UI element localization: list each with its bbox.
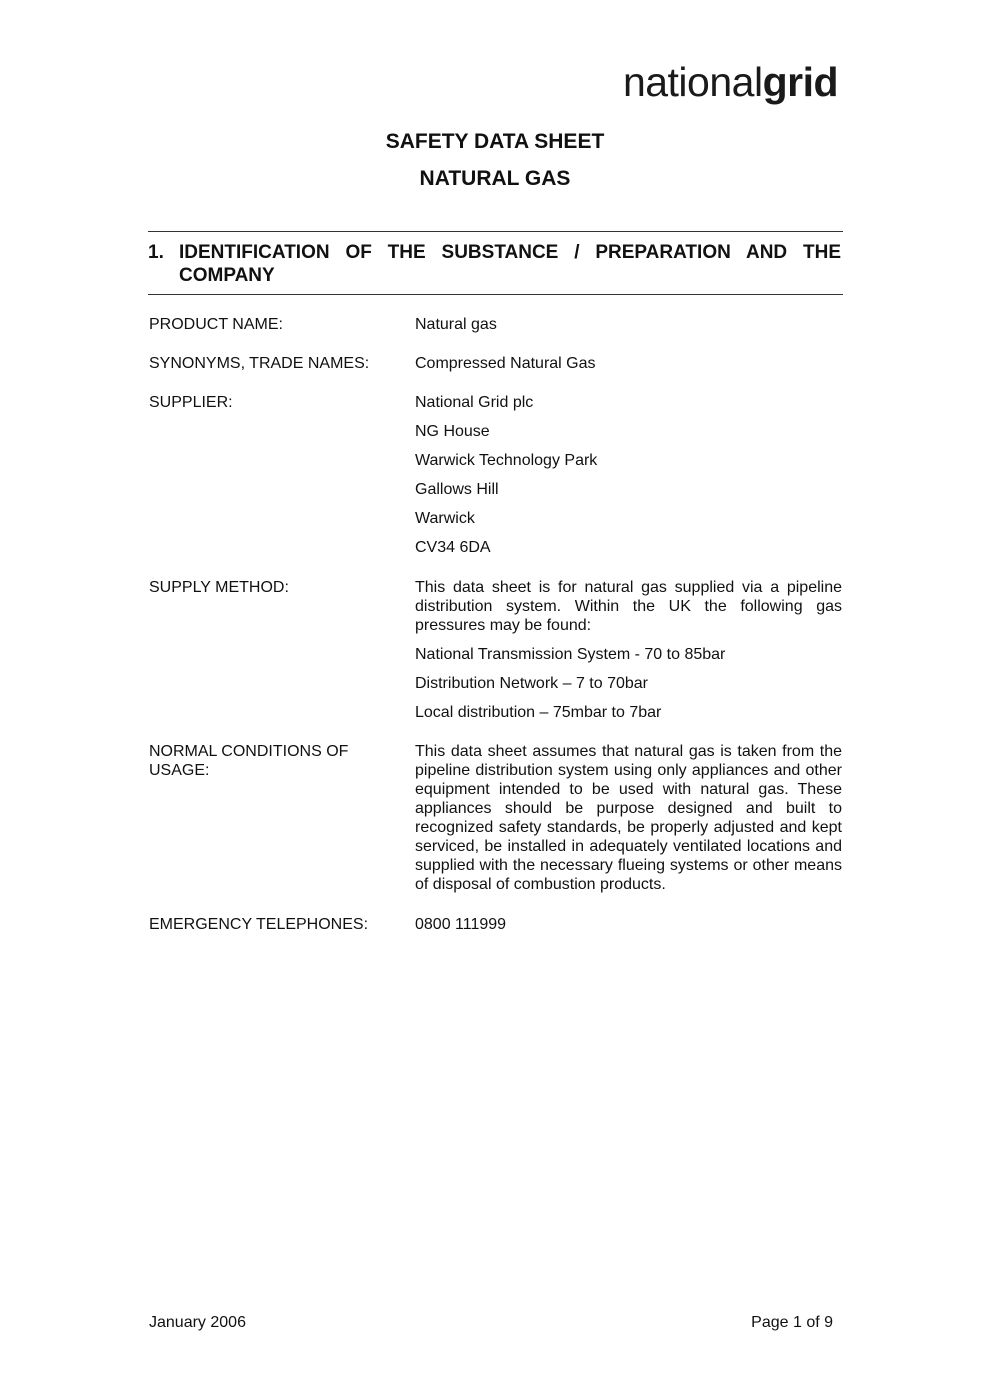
footer-date: January 2006 bbox=[149, 1314, 246, 1331]
supplier-line: Warwick Technology Park bbox=[415, 452, 598, 469]
normal-conditions-paragraph: This data sheet assumes that natural gas is taken from the pipeline distribution system using only appliances and other equipment intended to be used with natural gas. These appliances should be purpose designed and built to recognized safety standards, be properly adjusted and kept serviced, be installed in adequately ventilated locations and supplied with the necessary flueing systems or other means of disposal of combustion products. bbox=[415, 743, 842, 893]
pressure-item: Local distribution – 75mbar to 7bar bbox=[415, 704, 662, 721]
nationalgrid-logo bbox=[622, 59, 838, 105]
supplier-line: CV34 6DA bbox=[415, 539, 491, 556]
logo-text-light: national bbox=[622, 59, 763, 105]
synonyms-value: Compressed Natural Gas bbox=[415, 355, 596, 372]
supply-method-label: SUPPLY METHOD: bbox=[149, 579, 289, 596]
emergency-value: 0800 111999 bbox=[415, 916, 507, 933]
emergency-label: EMERGENCY TELEPHONES: bbox=[149, 916, 369, 933]
footer-page-number: Page 1 of 9 bbox=[751, 1314, 833, 1331]
supplier-line: NG House bbox=[415, 423, 490, 440]
pressure-item: National Transmission System - 70 to 85bar bbox=[415, 646, 726, 663]
section-bottom-rule bbox=[148, 294, 843, 295]
section-heading bbox=[148, 241, 841, 287]
supplier-line: Gallows Hill bbox=[415, 481, 499, 498]
normal-conditions-label: NORMAL CONDITIONS OF USAGE: bbox=[149, 743, 349, 779]
product-name-label: PRODUCT NAME: bbox=[149, 316, 283, 333]
supplier-line: Warwick bbox=[415, 510, 475, 527]
pressure-item: Distribution Network – 7 to 70bar bbox=[415, 675, 648, 692]
document-subtitle: NATURAL GAS bbox=[419, 167, 571, 190]
section-heading-line1: IDENTIFICATION OF THE SUBSTANCE / PREPARATION AND THE bbox=[179, 242, 841, 263]
supplier-label: SUPPLIER: bbox=[149, 394, 233, 411]
section-number: 1. bbox=[148, 242, 164, 263]
synonyms-label: SYNONYMS, TRADE NAMES: bbox=[149, 355, 370, 372]
logo-text-bold: grid bbox=[762, 59, 838, 105]
product-name-value: Natural gas bbox=[415, 316, 497, 333]
supply-method-paragraph: This data sheet is for natural gas supplied via a pipeline distribution system. Within the UK the following gas pressures may be found: bbox=[415, 579, 842, 634]
section-top-rule bbox=[148, 231, 843, 232]
document-title: SAFETY DATA SHEET bbox=[385, 130, 605, 153]
supplier-line: National Grid plc bbox=[415, 394, 534, 411]
section-heading-line2: COMPANY bbox=[179, 265, 275, 286]
